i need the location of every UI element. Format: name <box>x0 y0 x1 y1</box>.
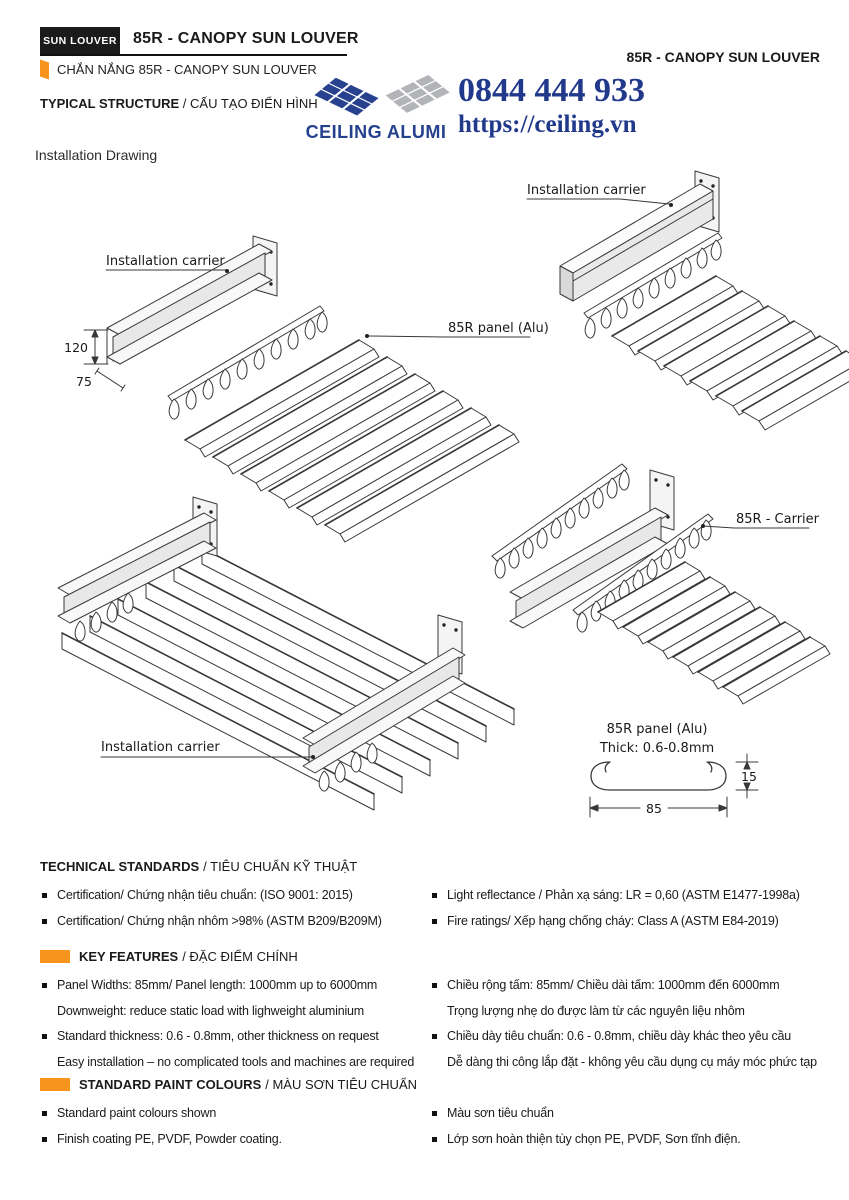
bullet-text: Certification/ Chứng nhận nhôm >98% (ASTM B209/B209M) <box>57 913 382 928</box>
leader-line <box>369 336 530 337</box>
heading-en: KEY FEATURES <box>79 949 179 964</box>
bullet-square-icon <box>432 1137 437 1142</box>
drawing-title: Installation Drawing <box>35 147 158 163</box>
orange-marker-icon <box>40 1078 70 1091</box>
section-key-features <box>40 949 840 1075</box>
website-url: https://ceiling.vn <box>458 111 637 138</box>
bullet-square-icon <box>42 893 47 898</box>
louver-panels <box>185 340 519 542</box>
dimension-120 <box>64 330 108 364</box>
label-85r-panel: 85R panel (Alu) <box>448 321 549 336</box>
bullet-square-icon <box>42 1137 47 1142</box>
bullet-text: Lớp sơn hoàn thiện tùy chọn PE, PVDF, Sơn tĩnh điện. <box>447 1131 741 1146</box>
orange-marker-icon <box>40 950 70 963</box>
list-item-subline: Downweight: reduce static load with lighweight aluminium <box>57 1003 365 1018</box>
label-installation-carrier-top: Installation carrier <box>527 183 646 198</box>
bullet-text: Standard thickness: 0.6 - 0.8mm, other thickness on request <box>57 1029 379 1043</box>
header-right-title: 85R - CANOPY SUN LOUVER <box>626 49 820 65</box>
list-item <box>40 883 430 909</box>
bullet-square-icon <box>42 983 47 988</box>
dimension-85 <box>590 797 727 817</box>
logo-blue-wing <box>314 78 378 116</box>
assembly-top-right <box>527 171 849 430</box>
bullet-text: Panel Widths: 85mm/ Panel length: 1000mm up to 6000mm <box>57 978 378 992</box>
heading-vi: / ĐẶC ĐIỂM CHÍNH <box>182 949 298 964</box>
orange-flag-icon <box>40 60 49 80</box>
list-item <box>40 1024 430 1050</box>
list-item-subline: Trọng lượng nhẹ do được làm từ các nguyên liệu nhôm <box>447 1003 745 1018</box>
label-installation-carrier-left: Installation carrier <box>106 254 225 269</box>
section-paint-colours <box>40 1077 840 1152</box>
section-technical-standards <box>40 859 840 934</box>
bullet-text: Chiều rộng tấm: 85mm/ Chiều dài tấm: 1000mm đến 6000mm <box>447 978 780 992</box>
ceiling-alumi-logo-icon <box>300 56 456 124</box>
bullet-text: Light reflectance / Phản xạ sáng: LR = 0,60 (ASTM E1477-1998a) <box>447 888 800 902</box>
label-installation-carrier-bottom: Installation carrier <box>101 740 220 755</box>
panel-section-detail <box>590 722 758 817</box>
list-item <box>430 973 840 999</box>
list-item <box>40 973 430 999</box>
list-item <box>430 883 840 909</box>
bullet-square-icon <box>432 1111 437 1116</box>
dim-carrier-height: 120 <box>64 340 88 355</box>
bullet-text: Fire ratings/ Xếp hạng chống cháy: Class A (ASTM E84-2019) <box>447 913 779 928</box>
assembly-left <box>64 236 549 542</box>
typical-structure-en: TYPICAL STRUCTURE <box>40 96 180 111</box>
installation-drawing <box>0 150 849 840</box>
dimension-15 <box>736 754 758 798</box>
dim-carrier-width: 75 <box>76 374 92 389</box>
list-item-subline: Easy installation – no complicated tools and machines are required <box>57 1054 415 1069</box>
bullet-square-icon <box>42 1034 47 1039</box>
list-item <box>40 909 430 935</box>
louver-panels <box>612 276 849 430</box>
section-detail-title: 85R panel (Alu) <box>606 722 708 737</box>
list-item <box>430 909 840 935</box>
bullet-square-icon <box>42 919 47 924</box>
list-item <box>430 1127 840 1153</box>
bullet-square-icon <box>432 983 437 988</box>
section-heading <box>40 1077 840 1092</box>
dim-panel-height: 15 <box>741 769 757 784</box>
panel-profile-outline <box>591 762 726 790</box>
dimension-75 <box>76 368 125 391</box>
bullet-text: Certification/ Chứng nhận tiêu chuẩn: (ISO 9001: 2015) <box>57 888 353 902</box>
assembly-assembled <box>58 497 514 810</box>
heading-en: TECHNICAL STANDARDS <box>40 859 200 874</box>
bullet-square-icon <box>42 1111 47 1116</box>
bullet-text: Chiều dày tiêu chuẩn: 0.6 - 0.8mm, chiều dày khác theo yêu cầu <box>447 1029 792 1043</box>
section-title-typical-structure <box>40 96 318 111</box>
section-detail-thickness: Thick: 0.6-0.8mm <box>599 741 715 756</box>
list-item <box>40 1101 430 1127</box>
bullet-square-icon <box>432 893 437 898</box>
logo-gray-wing <box>386 75 450 113</box>
list-item <box>430 1101 840 1127</box>
label-85r-carrier: 85R - Carrier <box>736 512 819 527</box>
section-heading <box>40 949 840 964</box>
list-item <box>40 1127 430 1153</box>
leader-line <box>527 199 669 204</box>
heading-vi: / TIÊU CHUẨN KỸ THUẬT <box>203 859 358 874</box>
list-item <box>430 1024 840 1050</box>
bullet-text: Màu sơn tiêu chuẩn <box>447 1106 554 1120</box>
section-heading <box>40 859 840 874</box>
list-item-subline: Dễ dàng thi công lắp đặt - không yêu cầu dụng cụ máy móc phức tạp <box>447 1054 817 1069</box>
product-category-badge: SUN LOUVER <box>40 27 120 54</box>
logo-text: CEILING ALUMI <box>305 122 447 142</box>
assembly-middle <box>492 464 830 704</box>
page-title: 85R - CANOPY SUN LOUVER <box>133 30 359 47</box>
dim-panel-width: 85 <box>646 801 662 816</box>
bullet-text: Finish coating PE, PVDF, Powder coating. <box>57 1131 282 1146</box>
bullet-square-icon <box>432 1034 437 1039</box>
page-subtitle: CHẮN NẮNG 85R - CANOPY SUN LOUVER <box>57 62 317 77</box>
bullet-text: Standard paint colours shown <box>57 1106 217 1120</box>
bullet-square-icon <box>432 919 437 924</box>
heading-vi: / MÀU SƠN TIÊU CHUẨN <box>265 1077 418 1092</box>
heading-en: STANDARD PAINT COLOURS <box>79 1077 262 1092</box>
typical-structure-vi: / CẤU TẠO ĐIỂN HÌNH <box>182 96 318 111</box>
phone-number: 0844 444 933 <box>458 72 645 109</box>
